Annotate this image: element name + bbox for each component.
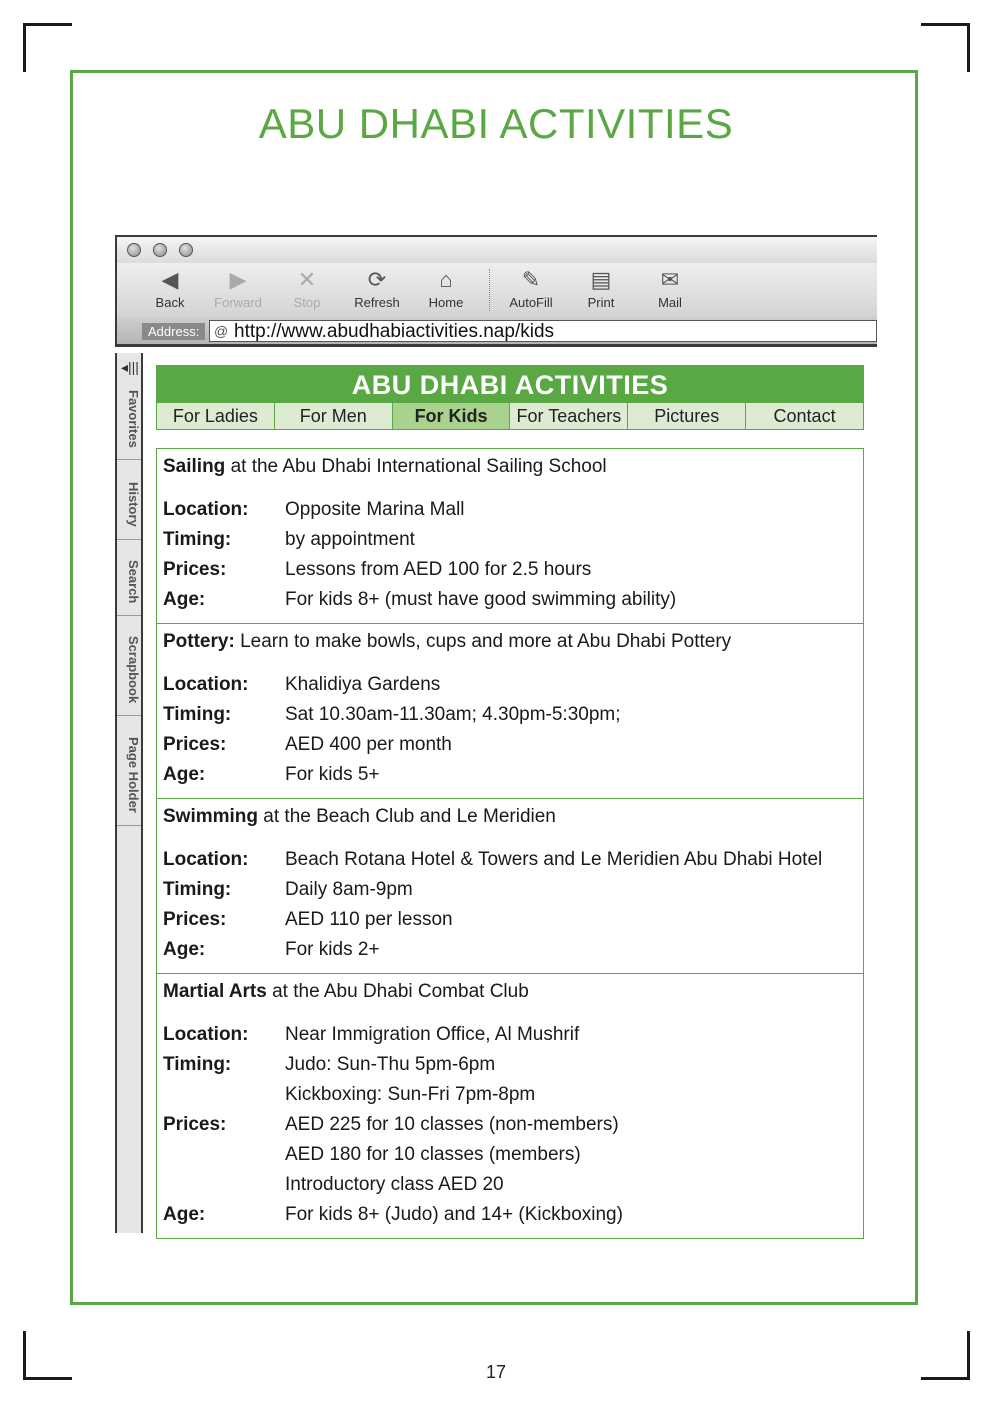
- site-header: ABU DHABI ACTIVITIES: [156, 365, 864, 402]
- print-icon: ▤: [590, 267, 612, 292]
- autofill-icon: ✎: [521, 267, 541, 292]
- nav-for-kids[interactable]: For Kids: [393, 403, 511, 429]
- detail-row: Age: For kids 8+ (Judo) and 14+ (Kickboxing): [163, 1204, 623, 1225]
- back-button[interactable]: ◀ Back: [135, 267, 205, 310]
- sidebar-tab-history[interactable]: History: [117, 469, 141, 540]
- forward-icon: ▶: [229, 267, 247, 292]
- detail-row: AED 180 for 10 classes (members): [285, 1144, 581, 1165]
- detail-row: Location: Opposite Marina Mall: [163, 499, 465, 520]
- page-number: 17: [485, 1362, 507, 1382]
- at-sign-icon: @: [214, 323, 229, 339]
- home-icon: ⌂: [439, 267, 453, 292]
- detail-row: Prices: AED 110 per lesson: [163, 909, 453, 930]
- page-title: ABU DHABI ACTIVITIES: [258, 100, 734, 147]
- sidebar-tab-search[interactable]: Search: [117, 549, 141, 616]
- address-label: Address:: [142, 323, 205, 340]
- window-titlebar: [115, 235, 877, 263]
- mail-icon: ✉: [660, 267, 680, 292]
- activity-swimming: [157, 799, 863, 974]
- stop-icon: ✕: [297, 267, 317, 292]
- detail-row: Age: For kids 2+: [163, 939, 380, 960]
- url-text: http://www.abudhabiactivities.nap/kids: [234, 321, 555, 342]
- url-input[interactable]: [209, 320, 877, 342]
- detail-row: Introductory class AED 20: [285, 1174, 504, 1195]
- activity-martial-arts: [157, 974, 863, 1238]
- activity-pottery: [157, 624, 863, 799]
- minimize-window-button[interactable]: [153, 243, 167, 257]
- browser-sidebar: [115, 353, 143, 1233]
- sidebar-tab-favorites[interactable]: Favorites: [117, 379, 141, 460]
- sidebar-tab-page-holder[interactable]: Page Holder: [117, 725, 141, 826]
- detail-row: Timing: Judo: Sun-Thu 5pm-6pm: [163, 1054, 496, 1075]
- activity-heading: Swimming at the Beach Club and Le Meridien: [163, 806, 556, 827]
- detail-row: Location: Khalidiya Gardens: [163, 674, 441, 695]
- print-button[interactable]: ▤ Print: [566, 267, 636, 310]
- activity-heading: Pottery: Learn to make bowls, cups and more at Abu Dhabi Pottery: [163, 631, 732, 652]
- activity-sailing: [157, 449, 863, 624]
- refresh-icon: ⟳: [367, 267, 387, 292]
- browser-toolbar: [115, 263, 877, 317]
- activities-list: [156, 448, 864, 1239]
- detail-row: Kickboxing: Sun-Fri 7pm-8pm: [285, 1084, 536, 1105]
- detail-row: Age: For kids 5+: [163, 764, 380, 785]
- detail-row: Prices: Lessons from AED 100 for 2.5 hours: [163, 559, 592, 580]
- back-icon: ◀: [161, 267, 179, 292]
- crop-mark-top-left: [23, 23, 72, 72]
- nav-for-teachers[interactable]: For Teachers: [510, 403, 628, 429]
- crop-mark-top-right: [921, 23, 970, 72]
- detail-row: Timing: by appointment: [163, 529, 415, 550]
- close-window-button[interactable]: [127, 243, 141, 257]
- detail-row: Location: Near Immigration Office, Al Mushrif: [163, 1024, 580, 1045]
- detail-row: Prices: AED 225 for 10 classes (non-members): [163, 1114, 619, 1135]
- home-button[interactable]: ⌂ Home: [411, 267, 481, 310]
- zoom-window-button[interactable]: [179, 243, 193, 257]
- sidebar-tab-scrapbook[interactable]: Scrapbook: [117, 625, 141, 716]
- activity-heading: Sailing at the Abu Dhabi International Sailing School: [163, 456, 607, 477]
- nav-contact[interactable]: Contact: [746, 403, 863, 429]
- nav-for-men[interactable]: For Men: [275, 403, 393, 429]
- detail-row: Prices: AED 400 per month: [163, 734, 452, 755]
- detail-row: Age: For kids 8+ (must have good swimming ability): [163, 589, 677, 610]
- toolbar-separator: [489, 269, 490, 311]
- stop-button[interactable]: ✕ Stop: [272, 267, 342, 310]
- forward-button[interactable]: ▶ Forward: [203, 267, 273, 310]
- nav-pictures[interactable]: Pictures: [628, 403, 746, 429]
- detail-row: Timing: Daily 8am-9pm: [163, 879, 413, 900]
- mail-button[interactable]: ✉ Mail: [635, 267, 705, 310]
- sidebar-grip-icon[interactable]: ◂|||: [121, 359, 139, 375]
- refresh-button[interactable]: ⟳ Refresh: [342, 267, 412, 310]
- address-bar: [115, 317, 877, 347]
- detail-row: Timing: Sat 10.30am-11.30am; 4.30pm-5:30pm;: [163, 704, 621, 725]
- autofill-button[interactable]: ✎ AutoFill: [496, 267, 566, 310]
- detail-row: Location: Beach Rotana Hotel & Towers and Le Meridien Abu Dhabi Hotel: [163, 849, 823, 870]
- site-nav: [156, 402, 864, 430]
- nav-for-ladies[interactable]: For Ladies: [157, 403, 275, 429]
- activity-heading: Martial Arts at the Abu Dhabi Combat Club: [163, 981, 529, 1002]
